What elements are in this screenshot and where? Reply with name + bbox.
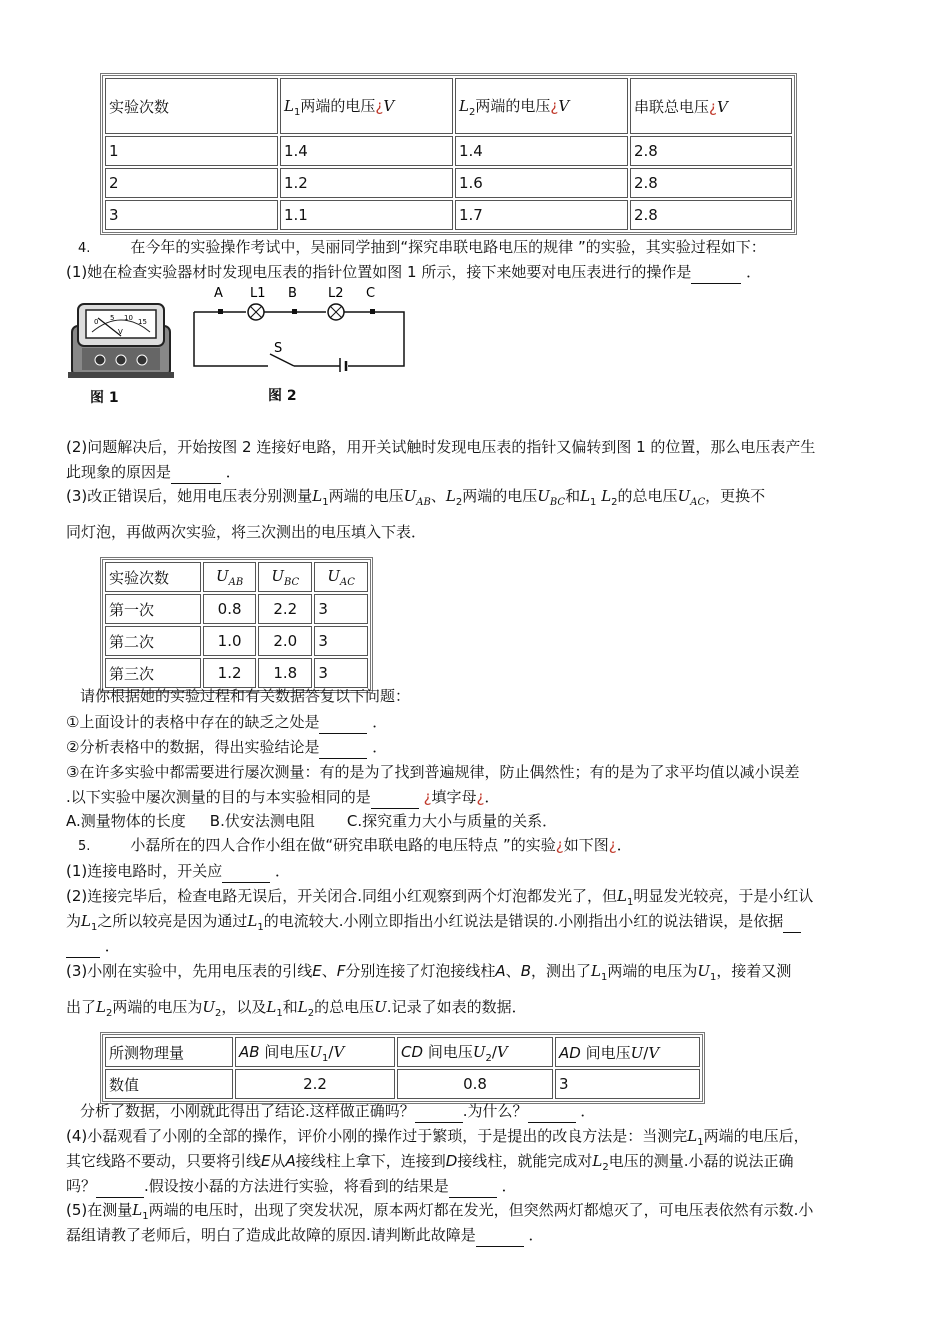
table-cell: 1.4 xyxy=(455,136,628,166)
fig2-caption: 图 2 xyxy=(268,388,297,404)
q5-part2-line1: (2)连接完毕后，检查电路无误后，开关闭合.同组小红观察到两个灯泡都发光了，但$L_1$明显发光较亮，于是小红认 xyxy=(66,887,814,908)
answer-blank[interactable] xyxy=(319,736,367,759)
lamp-label-l2: L2 xyxy=(328,286,344,301)
q5-part2-line2: 为$L_1$之所以较亮是因为通过$L_1$的电流较大.小刚立即指出小红说法是错误的.小刚指出小红的说法错误，是依据 xyxy=(66,910,801,939)
table1-header-l1: $L_1$两端的电压¿V xyxy=(280,78,453,134)
answer-blank[interactable] xyxy=(171,461,221,484)
scale-label: 10 xyxy=(124,314,133,322)
table-cell: 第二次 xyxy=(105,626,201,656)
table-row xyxy=(105,562,368,592)
table2-header-uac: $U_{AC}$ xyxy=(314,562,368,592)
table2-header-ubc: $U_{BC}$ xyxy=(258,562,312,592)
answer-blank[interactable] xyxy=(691,261,741,284)
table1-header-l2: $L_2$两端的电压¿V xyxy=(455,78,628,134)
option-a: A.测量物体的长度 xyxy=(66,812,186,830)
unit-label: V xyxy=(118,328,123,336)
table-cell: 1.1 xyxy=(280,200,453,230)
table-row xyxy=(105,658,368,688)
lamp-label-l1: L1 xyxy=(250,286,266,301)
table-cell: 3 xyxy=(314,594,368,624)
table-cell: 1.8 xyxy=(258,658,312,688)
table-row xyxy=(105,626,368,656)
answer-blank[interactable] xyxy=(222,860,270,883)
scale-label: 5 xyxy=(110,314,115,322)
answer-blank[interactable] xyxy=(476,1224,524,1247)
table-row xyxy=(105,1037,700,1067)
voltage-table-3 xyxy=(100,1032,705,1104)
switch-label: S xyxy=(274,341,283,356)
table-row xyxy=(105,200,792,230)
answer-blank[interactable] xyxy=(783,910,801,933)
answer-blank[interactable] xyxy=(449,1175,497,1198)
circuit-diagram xyxy=(190,282,415,372)
q4-sub3-line2: .以下实验中屡次测量的目的与本实验相同的是 ¿填字母¿． xyxy=(66,786,500,809)
q4-intro: 4. 在今年的实验操作考试中，吴丽同学抽到“探究串联电路电压的规律 ”的实验，其实验过程如下： xyxy=(78,238,766,256)
q5-part4-line2: 其它线路不要动，只要将引线E从A接线柱上拿下，连接到D接线柱，就能完成对$L_2$电压的测量.小磊的说法正确 xyxy=(66,1152,794,1173)
table-cell: 2.2 xyxy=(235,1069,395,1099)
table-cell: 2.8 xyxy=(630,168,792,198)
q4-sub3-line1: ③在许多实验中都需要进行屡次测量：有的是为了找到普遍规律，防止偶然性；有的是为了求平均值以减小误差 xyxy=(66,763,800,781)
table-cell: 3 xyxy=(314,658,368,688)
q5-part4-line3: 吗？ .假设按小磊的方法进行实验，将看到的结果是 ． xyxy=(66,1175,517,1198)
table-cell: 2.2 xyxy=(258,594,312,624)
q4-part2-line2: 此现象的原因是 ． xyxy=(66,461,241,484)
q5-part5-line1: (5)在测量$L_1$两端的电压时，出现了突发状况，原本两灯都在发光，但突然两灯都熄灭了，可电压表依然有示数.小 xyxy=(66,1201,814,1222)
q4-part2-line1: (2)问题解决后，开始按图 2 连接好电路，用开关试触时发现电压表的指针又偏转到图 1 的位置，那么电压表产生 xyxy=(66,438,816,456)
answer-blank[interactable] xyxy=(371,786,419,809)
voltage-table-1 xyxy=(100,73,797,235)
q5-part3-line2: 出了$L_2$两端的电压为$U_2$，以及$L_1$和$L_2$的总电压U.记录了如表的数据． xyxy=(66,998,527,1019)
q4-part3-line1: (3)改正错误后，她用电压表分别测量$L_1$两端的电压$U_{AB}$、$L_2$两端的电压$U_{BC}$和$L_1$ $L_2$的总电压$U_{AC}$，更换不 xyxy=(66,487,766,508)
table3-header-cd: CD 间电压$U_2/V$ xyxy=(397,1037,553,1067)
q4-part3-line2: 同灯泡，再做两次实验，将三次测出的电压填入下表． xyxy=(66,523,427,541)
table-cell: 数值 xyxy=(105,1069,233,1099)
node-label-b: B xyxy=(288,286,297,301)
node-label-a: A xyxy=(214,286,223,301)
table-cell: 2 xyxy=(105,168,278,198)
table-cell: 第一次 xyxy=(105,594,201,624)
table-cell: 1.7 xyxy=(455,200,628,230)
terminal-c xyxy=(370,309,375,314)
answer-blank[interactable] xyxy=(319,711,367,734)
table-row xyxy=(105,1069,700,1099)
scale-label: 0 xyxy=(94,318,99,326)
table-cell: 3 xyxy=(314,626,368,656)
table3-header-ab: AB 间电压$U_1/V$ xyxy=(235,1037,395,1067)
table-cell: 2.8 xyxy=(630,136,792,166)
terminal-a xyxy=(218,309,223,314)
answer-blank[interactable] xyxy=(415,1100,463,1123)
scale-label: 15 xyxy=(138,318,147,326)
table-cell: 2.8 xyxy=(630,200,792,230)
table-cell: 2.0 xyxy=(258,626,312,656)
node-label-c: C xyxy=(366,286,376,301)
answer-blank[interactable] xyxy=(66,935,100,958)
q5-part5-line2: 磊组请教了老师后，明白了造成此故障的原因.请判断此故障是 ． xyxy=(66,1224,544,1247)
option-b: B.伏安法测电阻 xyxy=(209,812,315,830)
table-cell: 1.6 xyxy=(455,168,628,198)
option-c: C.探究重力大小与质量的关系． xyxy=(346,812,558,830)
table-cell: 1.2 xyxy=(280,168,453,198)
q4-part1: (1)她在检查实验器材时发现电压表的指针位置如图 1 所示，接下来她要对电压表进行的操作是 ． xyxy=(66,261,761,284)
q5-part2-line3: ． xyxy=(66,935,120,958)
q5-part4-line1: (4)小磊观看了小刚的全部的操作，评价小刚的操作过于繁琐，于是提出的改良方法是：当测完$L_1$两端的电压后， xyxy=(66,1127,809,1148)
table-cell: 1 xyxy=(105,136,278,166)
table1-header-total: 串联总电压¿V xyxy=(630,78,792,134)
table-row xyxy=(105,168,792,198)
answer-blank[interactable] xyxy=(96,1175,144,1198)
table-cell: 1.2 xyxy=(203,658,256,688)
q5-intro: 5. 小磊所在的四人合作小组在做“研究串联电路的电压特点 ”的实验¿如下图¿． xyxy=(78,836,632,854)
table2-header-trial: 实验次数 xyxy=(105,562,201,592)
table2-header-uab: $U_{AB}$ xyxy=(203,562,256,592)
answer-blank[interactable] xyxy=(528,1100,576,1123)
table-row xyxy=(105,594,368,624)
table-cell: 0.8 xyxy=(397,1069,553,1099)
table-cell: 第三次 xyxy=(105,658,201,688)
table-cell: 3 xyxy=(555,1069,700,1099)
table-cell: 3 xyxy=(105,200,278,230)
q4-options xyxy=(66,810,557,832)
q5-analysis: 分析了数据，小刚就此得出了结论.这样做正确吗？ .为什么？ ． xyxy=(80,1100,595,1123)
table3-header-ad: AD 间电压U/V xyxy=(555,1037,700,1067)
table1-header-trial: 实验次数 xyxy=(105,78,278,134)
terminal-b xyxy=(292,309,297,314)
table-cell: 1.0 xyxy=(203,626,256,656)
q5-part1: (1)连接电路时，开关应 ． xyxy=(66,860,290,883)
table-cell: 0.8 xyxy=(203,594,256,624)
table-row xyxy=(105,136,792,166)
q4-sub2: ②分析表格中的数据，得出实验结论是 ． xyxy=(66,736,387,759)
q4-sub1: ①上面设计的表格中存在的缺乏之处是 ． xyxy=(66,711,387,734)
q5-part3-line1: (3)小刚在实验中，先用电压表的引线E、F分别连接了灯泡接线柱A、B，测出了$L_1$两端的电压为$U_1$，接着又测 xyxy=(66,962,792,983)
q4-ask: 请你根据她的实验过程和有关数据答复以下问题： xyxy=(80,687,411,705)
fig1-caption: 图 1 xyxy=(90,390,119,406)
voltmeter-figure xyxy=(66,296,176,384)
voltage-table-2 xyxy=(100,557,373,693)
table-cell: 1.4 xyxy=(280,136,453,166)
table3-header-quantity: 所测物理量 xyxy=(105,1037,233,1067)
